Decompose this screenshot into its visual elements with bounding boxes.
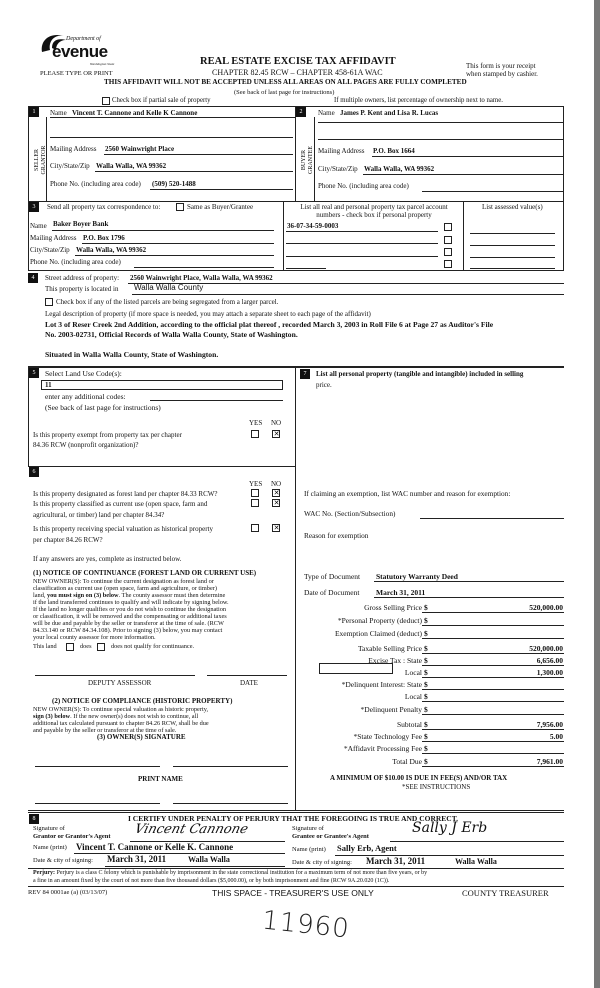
- tax-row-line: [422, 638, 564, 639]
- rule: [28, 868, 564, 869]
- grantee-agent-label: Grantee or Grantee's Agent: [292, 833, 369, 840]
- doc-type-field[interactable]: Statutory Warranty Deed: [376, 572, 458, 581]
- assessed-value-field[interactable]: [470, 245, 555, 246]
- currency-symbol: $: [424, 692, 428, 701]
- wac-field[interactable]: [420, 518, 564, 519]
- located-in-label: This property is located in: [45, 285, 119, 293]
- rule: [372, 156, 563, 157]
- form-warning: THIS AFFIDAVIT WILL NOT BE ACCEPTED UNLESS ALL AREAS ON ALL PAGES ARE FULLY COMPLETED: [104, 78, 467, 86]
- divider: [463, 201, 464, 271]
- current-use-question: Is this property classified as current use (open space, farm and: [33, 500, 208, 508]
- doc-date-field[interactable]: March 31, 2011: [376, 588, 426, 597]
- historic-no-checkbox[interactable]: [272, 524, 280, 532]
- seller-name-label: Name: [50, 109, 67, 117]
- deputy-signature-line[interactable]: [35, 675, 195, 676]
- tax-row-label: *Delinquent Penalty: [360, 705, 422, 714]
- perjury-text-2: a fine in an amount fixed by the court of not more than five thousand dollars ($5,000.00), or by both imprisonment and fine (RCW 9A.20.020 (1C)).: [33, 878, 390, 884]
- grantee-signature[interactable]: Sally J Erb: [412, 820, 488, 836]
- currency-symbol: $: [424, 644, 428, 653]
- currency-symbol: $: [424, 656, 428, 665]
- personal-property-checkbox[interactable]: [444, 236, 452, 244]
- grantee-date-field[interactable]: March 31, 2011: [366, 856, 426, 866]
- tax-row-value[interactable]: 1,300.00: [536, 668, 563, 677]
- form-chapter: CHAPTER 82.45 RCW – CHAPTER 458-61A WAC: [212, 68, 383, 77]
- certify-statement: I CERTIFY UNDER PENALTY OF PERJURY THAT THE FOREGOING IS TRUE AND CORRECT.: [128, 814, 459, 823]
- rule: [390, 841, 564, 842]
- grantee-name-field[interactable]: Sally Erb, Agent: [337, 843, 397, 853]
- tax-row-label: Total Due: [392, 757, 422, 766]
- date-line[interactable]: [207, 675, 287, 676]
- grantor-name-field[interactable]: Vincent T. Cannone or Kelle K. Cannone: [76, 842, 234, 852]
- section-number-6: 6: [29, 467, 39, 477]
- notice-text: 84.33.140 or RCW 84.34.108). Prior to signing (3) below, you may contact: [33, 627, 223, 634]
- currency-symbol: $: [424, 668, 428, 677]
- rule: [28, 810, 564, 811]
- legal-description-line-1[interactable]: Lot 3 of Reser Creek 2nd Addition, according to the official plat thereof , recorded March 3, 2003 in Roll File 6 at Page 27 as Auditor's File: [45, 320, 494, 329]
- yes-header: YES: [249, 419, 263, 427]
- seller-grantor-label: SELLER GRANTOR: [34, 145, 47, 175]
- buyer-city-label: City/State/Zip: [318, 165, 358, 173]
- see-back-label: (See back of last page for instructions): [45, 403, 161, 412]
- currency-symbol: $: [424, 705, 428, 714]
- tax-row-value[interactable]: 7,961.00: [536, 757, 563, 766]
- tax-row-label: Gross Selling Price: [364, 603, 422, 612]
- legal-description-line-2[interactable]: No. 2003-02731, Official Records of Walla Walla County, State of Washington.: [45, 330, 298, 339]
- seller-phone-label: Phone No. (including area code): [50, 180, 141, 188]
- section-number-1: 1: [29, 107, 39, 117]
- signature-of-label: Signature of: [292, 825, 324, 832]
- tax-row-line: [422, 612, 564, 613]
- no-header: NO: [271, 419, 282, 427]
- section-number-4: 4: [28, 273, 38, 283]
- rule: [374, 597, 564, 598]
- notice-text: NEW OWNER(S): To continue special valuation as historic property,: [33, 706, 209, 713]
- current-use-question-2: agricultural, or timber) land per chapter 84.34?: [33, 511, 165, 519]
- forest-yes-checkbox[interactable]: [251, 489, 259, 497]
- partial-sale-checkbox[interactable]: [102, 97, 110, 105]
- date-city-label: Date & city of signing:: [33, 857, 93, 864]
- sec3-name-field[interactable]: Baker Boyer Bank: [53, 220, 109, 228]
- owner-signature-line[interactable]: [173, 766, 288, 767]
- tax-row: [300, 718, 564, 730]
- same-as-buyer-checkbox[interactable]: [176, 203, 184, 211]
- treasurer-use-label: THIS SPACE - TREASURER'S USE ONLY: [212, 888, 374, 898]
- land-use-code-value: 11: [45, 381, 52, 389]
- exemption-question: If claiming an exemption, list WAC number and reason for exemption:: [304, 489, 511, 498]
- rule: [28, 812, 564, 813]
- rule: [50, 137, 293, 138]
- rule: [28, 886, 564, 887]
- notice-text: and payable by the seller or transferor at the time of sale.: [33, 727, 177, 734]
- rule: [28, 366, 564, 368]
- section-number-2: 2: [296, 107, 306, 117]
- tax-row: [300, 742, 564, 754]
- tax-row-label: Subtotal: [396, 720, 422, 729]
- exempt-yes-checkbox[interactable]: [251, 430, 259, 438]
- revision-code: REV 84 0001ae (a) (03/13/07): [28, 889, 108, 896]
- rule: [28, 466, 295, 467]
- print-name-line[interactable]: [35, 803, 160, 804]
- buyer-mail-field[interactable]: P.O. Box 1664: [373, 147, 415, 155]
- assessed-value-field[interactable]: [470, 268, 555, 269]
- notice-text: NEW OWNER(S): To continue the current designation as forest land or: [33, 578, 214, 585]
- notice-text: will be due and payable by the seller or transferor at the time of sale. (RCW: [33, 620, 224, 627]
- notice-text: land,: [33, 592, 47, 599]
- tax-row-value[interactable]: 6,656.00: [536, 656, 563, 665]
- rule: [82, 243, 274, 244]
- tax-row: [300, 627, 564, 639]
- personal-property-label: List all personal property (tangible and intangible) included in selling: [316, 370, 524, 378]
- sec3-city-label: City/State/Zip: [30, 246, 70, 254]
- please-type-text: PLEASE TYPE OR PRINT: [40, 70, 113, 77]
- receipt-note-2: when stamped by cashier.: [466, 70, 538, 78]
- print-name-label: PRINT NAME: [138, 775, 183, 783]
- tax-row: [300, 755, 564, 767]
- historic-question: Is this property receiving special valuation as historical property: [33, 525, 214, 533]
- historic-question-2: per chapter 84.26 RCW?: [33, 536, 103, 544]
- buyer-name-field[interactable]: James P. Kent and Lisa R. Lucas: [340, 109, 439, 117]
- multiple-owners-note: If multiple owners, list percentage of ownership next to name.: [334, 97, 503, 104]
- sec3-city-field[interactable]: Walla Walla, WA 99362: [76, 246, 147, 254]
- notice-text: . If the new owner(s) does not wish to continue, all: [70, 713, 199, 720]
- grantor-agent-label: Grantor or Grantor's Agent: [33, 833, 111, 840]
- form-title: REAL ESTATE EXCISE TAX AFFIDAVIT: [200, 56, 396, 67]
- receipt-note-1: This form is your receipt: [466, 62, 536, 70]
- section-number-3: 3: [29, 202, 39, 212]
- street-address-label: Street address of property:: [45, 274, 120, 282]
- personal-property-label-2: price.: [316, 381, 332, 389]
- does-label: does: [80, 643, 92, 650]
- seller-mail-field[interactable]: 2560 Wainwright Place: [105, 145, 175, 153]
- tax-row-label: Local: [404, 668, 422, 677]
- exempt-no-checkbox[interactable]: [272, 430, 280, 438]
- tax-row-label: Local: [404, 692, 422, 701]
- signature-of-label: Signature of: [33, 825, 65, 832]
- rule: [150, 189, 293, 190]
- rule: [74, 853, 285, 854]
- rule: [318, 122, 563, 123]
- tax-row-value[interactable]: 520,000.00: [529, 603, 563, 612]
- perjury-text: [33, 870, 427, 876]
- personal-property-checkbox[interactable]: [444, 248, 452, 256]
- segregated-checkbox[interactable]: [45, 298, 53, 306]
- currency-symbol: $: [424, 757, 428, 766]
- owner-signature-title: (3) OWNER(S) SIGNATURE: [97, 733, 186, 741]
- no-header: NO: [271, 480, 282, 488]
- wac-label: WAC No. (Section/Subsection): [304, 509, 396, 518]
- notice-text: additional tax calculated pursuant to chapter 84.26 RCW, shall be due: [33, 720, 209, 727]
- notice-text-bold: you must sign on (3) below: [47, 592, 119, 599]
- rule: [50, 117, 295, 118]
- buyer-city-field[interactable]: Walla Walla, WA 99362: [364, 165, 435, 173]
- rule: [104, 154, 293, 155]
- seller-city-label: City/State/Zip: [50, 162, 90, 170]
- partial-sale-label: Check box if partial sale of property: [112, 97, 211, 104]
- currency-symbol: $: [424, 629, 428, 638]
- name-print-label: Name (print): [33, 844, 67, 851]
- logo-text-state: Washington State: [90, 62, 115, 66]
- segregated-label: Check box if any of the listed parcels are being segregated from a larger parcel.: [56, 298, 279, 306]
- doc-date-label: Date of Document: [304, 588, 360, 597]
- buyer-phone-field[interactable]: [422, 191, 563, 192]
- street-address-field[interactable]: 2560 Wainwright Place, Walla Walla, WA 99362: [130, 274, 273, 282]
- logo-text-revenue: evenue: [52, 42, 108, 61]
- tax-row: [300, 642, 564, 654]
- see-instructions-note: *SEE INSTRUCTIONS: [402, 783, 471, 791]
- seller-name-field[interactable]: Vincent T. Cannone and Kelle K Cannone: [72, 109, 198, 117]
- buyer-name-label: Name: [318, 109, 335, 117]
- date-city-label: Date & city of signing:: [292, 859, 352, 866]
- land-use-label: Select Land Use Code(s):: [45, 369, 122, 378]
- owner-signature-line[interactable]: [35, 766, 160, 767]
- assessed-value-field[interactable]: [470, 233, 555, 234]
- buyer-grantee-label: BUYER GRANTEE: [301, 146, 314, 174]
- assessed-header: List assessed value(s): [482, 203, 543, 211]
- exempt-question-2: 84.36 RCW (nonprofit organization)?: [33, 441, 139, 449]
- parcel-header-2: numbers - check box if personal property: [316, 211, 432, 219]
- minimum-fee-note: A MINIMUM OF $10.00 IS DUE IN FEE(S) AND/OR TAX: [330, 774, 508, 782]
- date-label: DATE: [240, 679, 258, 687]
- tax-row-value[interactable]: 520,000.00: [529, 644, 563, 653]
- does-qualify-checkbox[interactable]: [66, 643, 74, 651]
- situated-text[interactable]: Situated in Walla Walla County, State of Washington.: [45, 350, 219, 359]
- rule: [363, 174, 563, 175]
- notice-text: or classification, it will be removed and the compensating or additional taxes: [33, 613, 227, 620]
- tax-row: [300, 730, 564, 742]
- notice-1-title: (1) NOTICE OF CONTINUANCE (FOREST LAND OR CURRENT USE): [33, 569, 257, 577]
- tax-row: [300, 614, 564, 626]
- section-number-5: 5: [29, 368, 39, 378]
- seller-mail-label: Mailing Address: [50, 145, 97, 153]
- send-correspondence-label: Send all property tax correspondence to:: [47, 203, 161, 211]
- sec3-phone-field[interactable]: [134, 267, 274, 268]
- currency-symbol: $: [424, 680, 428, 689]
- yes-header: YES: [249, 480, 263, 488]
- grantor-date-field[interactable]: March 31, 2011: [107, 854, 167, 864]
- forest-no-checkbox[interactable]: [272, 489, 280, 497]
- scan-edge: [594, 0, 600, 988]
- additional-codes-field[interactable]: [150, 400, 283, 401]
- forest-question: Is this property designated as forest land per chapter 84.33 RCW?: [33, 490, 218, 498]
- sec3-mail-field[interactable]: P.O. Box 1796: [83, 234, 125, 242]
- grantee-city-field[interactable]: Walla Walla: [455, 857, 497, 866]
- rule: [75, 255, 274, 256]
- notice-2-title: (2) NOTICE OF COMPLIANCE (HISTORIC PROPERTY): [52, 697, 233, 705]
- sec3-mail-label: Mailing Address: [30, 234, 77, 242]
- notice-text: If the land no longer qualifies or you do not wish to continue the designation: [33, 606, 227, 613]
- section-number-8: 8: [29, 814, 39, 824]
- notice-text: your local county assessor for more information.: [33, 634, 156, 641]
- tax-row-label: Excise Tax : State: [368, 656, 422, 665]
- divider: [295, 106, 296, 202]
- sec3-phone-label: Phone No. (including area code): [30, 258, 121, 266]
- seller-phone-field[interactable]: (509) 520-1488: [152, 180, 196, 188]
- tax-row-line: [422, 766, 564, 767]
- notice-text: classification as current use (open space, farm and agriculture, or timber): [33, 585, 217, 592]
- historic-yes-checkbox[interactable]: [251, 524, 259, 532]
- handwritten-receipt-number: 11960: [260, 905, 352, 945]
- tax-row-value[interactable]: 5.00: [549, 732, 563, 741]
- buyer-mail-label: Mailing Address: [318, 147, 365, 155]
- currency-symbol: $: [424, 744, 428, 753]
- tax-row: [300, 601, 564, 613]
- parcel-header: List all real and personal property tax parcel account: [300, 203, 448, 211]
- tax-row-label: *Delinquent Interest: State: [341, 680, 422, 689]
- currency-symbol: $: [424, 616, 428, 625]
- does-not-qualify-checkbox[interactable]: [97, 643, 105, 651]
- tax-row-label: Taxable Selling Price: [357, 644, 422, 653]
- same-as-buyer-label: Same as Buyer/Grantee: [187, 203, 254, 211]
- perjury-text-1: Perjury is a class C felony which is punishable by imprisonment in the state correctional institution for a maximum term of not more than five years, or by: [55, 870, 428, 876]
- rule: [52, 230, 274, 231]
- buyer-phone-label: Phone No. (including area code): [318, 182, 409, 190]
- tax-row-line: [422, 714, 564, 715]
- notice-text: . The county assessor must then determine: [118, 592, 226, 599]
- local-tax-code-box[interactable]: [319, 663, 393, 674]
- exempt-question: Is this property exempt from property tax per chapter: [33, 431, 182, 439]
- grantor-signature[interactable]: Vincent Cannone: [132, 822, 250, 837]
- tax-row-label: Exemption Claimed (deduct): [334, 629, 422, 638]
- legal-description-label: Legal description of property (if more space is needed, you may attach a separate sheet to each page of the affidavit): [45, 310, 371, 318]
- parcel-number-1[interactable]: 36-07-34-59-0003: [287, 222, 339, 230]
- notice-text: if the land transferred continues to qualify and will indicate by signing below.: [33, 599, 229, 606]
- county-field[interactable]: Walla Walla County: [134, 283, 204, 292]
- divider: [283, 201, 284, 271]
- divider: [295, 366, 296, 810]
- seller-city-field[interactable]: Walla Walla, WA 99362: [96, 162, 167, 170]
- rule: [374, 581, 564, 582]
- if-yes-text: If any answers are yes, complete as instructed below.: [33, 555, 182, 563]
- assessed-value-field[interactable]: [470, 257, 555, 258]
- tax-row-label: *Affidavit Processing Fee: [343, 744, 422, 753]
- tax-row: [300, 703, 564, 715]
- name-print-label: Name (print): [292, 846, 326, 853]
- rule: [318, 139, 563, 140]
- tax-row-line: [422, 701, 564, 702]
- divider: [28, 366, 29, 466]
- tax-row-label: *Personal Property (deduct): [337, 616, 422, 625]
- current-use-no-checkbox[interactable]: [272, 499, 280, 507]
- perjury-label: Perjury:: [33, 870, 55, 876]
- grantor-city-field[interactable]: Walla Walla: [188, 855, 230, 864]
- personal-property-checkbox[interactable]: [444, 223, 452, 231]
- rule: [105, 866, 285, 867]
- currency-symbol: $: [424, 603, 428, 612]
- land-use-code-input[interactable]: [41, 380, 283, 390]
- does-not-label: does not qualify for continuance.: [111, 643, 195, 650]
- reason-label: Reason for exemption: [304, 531, 369, 540]
- tax-row-label: *State Technology Fee: [353, 732, 422, 741]
- this-land-label: This land: [33, 643, 57, 650]
- current-use-yes-checkbox[interactable]: [251, 499, 259, 507]
- doc-type-label: Type of Document: [304, 572, 361, 581]
- rule: [95, 171, 293, 172]
- tax-row: [300, 690, 564, 702]
- section-number-7: 7: [300, 369, 310, 379]
- county-treasurer-label: COUNTY TREASURER: [462, 888, 549, 898]
- rule: [132, 294, 564, 295]
- tax-row-line: [422, 753, 564, 754]
- additional-codes-label: enter any additional codes:: [45, 392, 126, 401]
- sec3-name-label: Name: [30, 222, 47, 230]
- notice-text-bold: sign (3) below: [33, 713, 71, 720]
- tax-row-line: [422, 625, 564, 626]
- tax-row-value[interactable]: 7,956.00: [536, 720, 563, 729]
- personal-property-checkbox[interactable]: [444, 260, 452, 268]
- see-back-text: (See back of last page for instructions): [234, 89, 335, 96]
- currency-symbol: $: [424, 720, 428, 729]
- print-name-line[interactable]: [173, 803, 288, 804]
- logo-text-department: Department of: [66, 36, 101, 42]
- currency-symbol: $: [424, 732, 428, 741]
- deputy-assessor-label: DEPUTY ASSESSOR: [88, 679, 152, 687]
- tax-row: [300, 678, 564, 690]
